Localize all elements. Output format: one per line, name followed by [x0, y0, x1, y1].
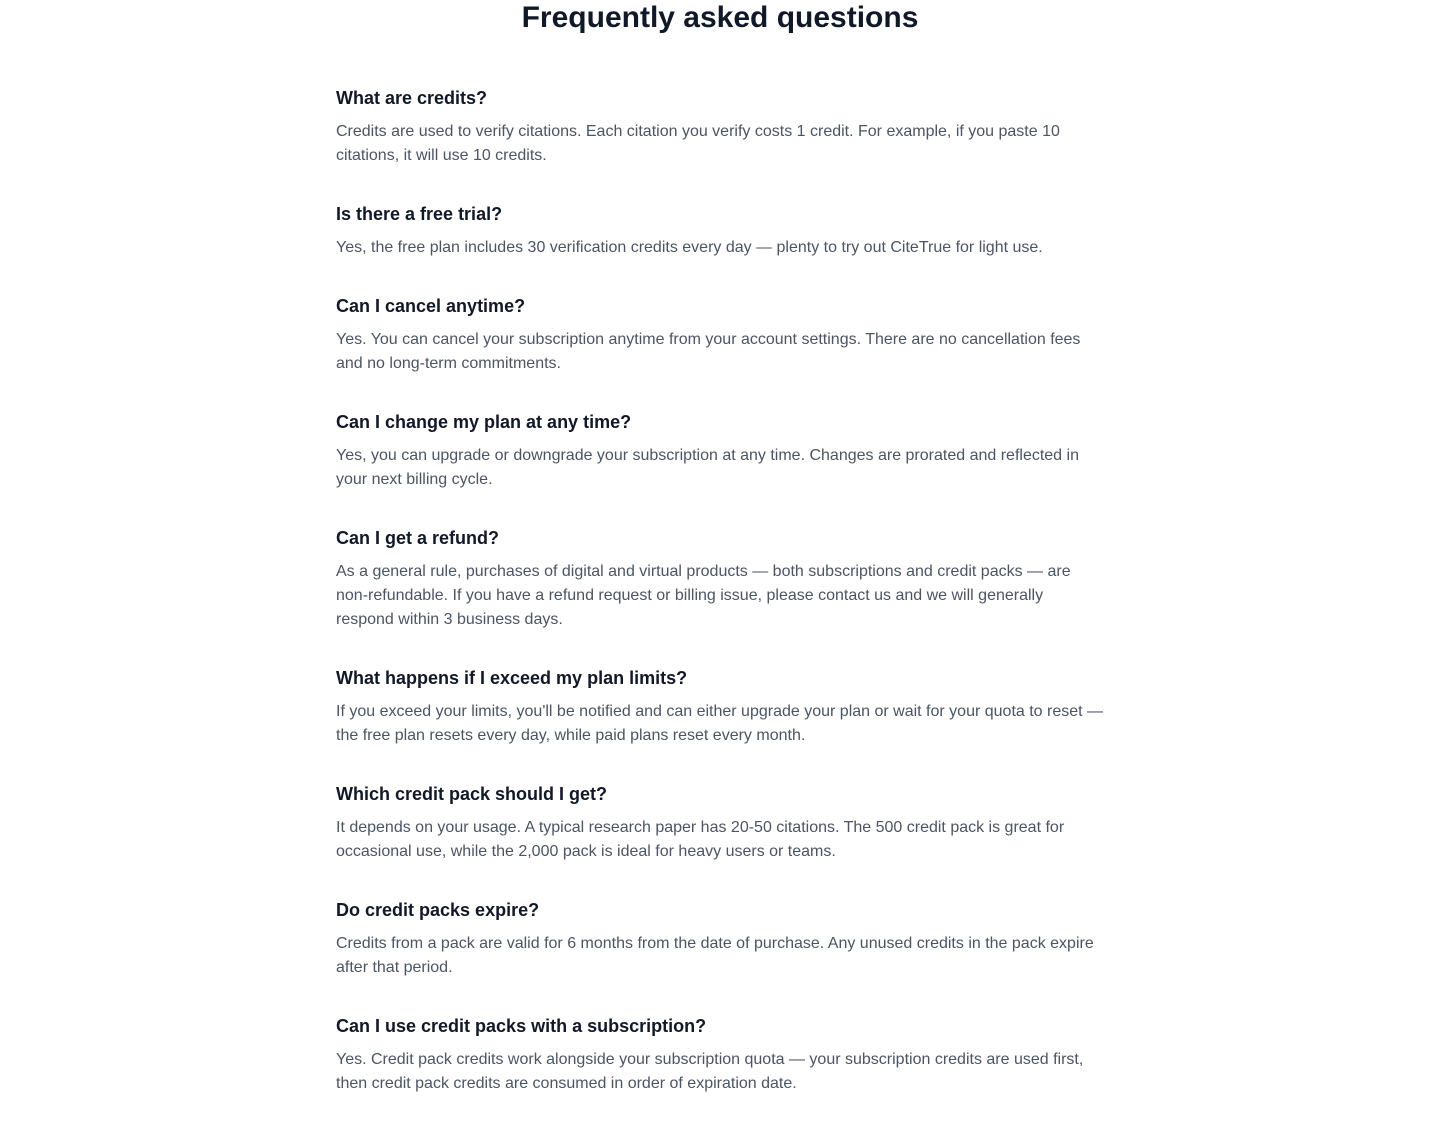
faq-question: Is there a free trial? — [336, 204, 503, 224]
faq-answer: If you exceed your limits, you'll be notified and can either upgrade your plan or wait for your quota to reset — the free plan resets every day, while paid plans reset every month. — [336, 703, 1104, 744]
faq-item-free-trial — [336, 200, 1104, 260]
faq-question: Can I change my plan at any time? — [336, 412, 632, 432]
faq-question: What are credits? — [336, 88, 488, 108]
faq-answer: It depends on your usage. A typical research paper has 20-50 citations. The 500 credit pack is great for occasional use, while the 2,000 pack is ideal for heavy users or teams. — [336, 819, 1065, 860]
faq-list — [336, 84, 1104, 1128]
faq-item-plan-limits — [336, 664, 1104, 748]
faq-item-change-plan — [336, 408, 1104, 492]
faq-item-credits — [336, 84, 1104, 168]
faq-answer: Credits from a pack are valid for 6 months from the date of purchase. Any unused credits in the pack expire after that period. — [336, 935, 1094, 976]
faq-question: Do credit packs expire? — [336, 900, 540, 920]
faq-question: What happens if I exceed my plan limits? — [336, 668, 688, 688]
faq-question: Can I get a refund? — [336, 528, 500, 548]
faq-question: Can I use credit packs with a subscription? — [336, 1016, 707, 1036]
faq-question: Can I cancel anytime? — [336, 296, 526, 316]
faq-item-cancel — [336, 292, 1104, 376]
faq-question: Which credit pack should I get? — [336, 784, 608, 804]
faq-answer: As a general rule, purchases of digital and virtual products — both subscriptions and credit packs — are non-refundable. If you have a refund request or billing issue, please contact us and we will generally respond within 3 business days. — [336, 563, 1071, 628]
faq-answer: Yes. Credit pack credits work alongside your subscription quota — your subscription credits are used first, then credit pack credits are consumed in order of expiration date. — [336, 1051, 1084, 1092]
faq-item-which-pack — [336, 780, 1104, 864]
faq-answer: Yes. You can cancel your subscription anytime from your account settings. There are no cancellation fees and no long-term commitments. — [336, 331, 1081, 372]
faq-item-refund — [336, 524, 1104, 632]
faq-answer: Yes, the free plan includes 30 verification credits every day — plenty to try out CiteTrue for light use. — [336, 239, 1043, 256]
faq-item-pack-expiry — [336, 896, 1104, 980]
faq-item-packs-with-subscription — [336, 1012, 1104, 1096]
page-title: Frequently asked questions — [521, 1, 919, 34]
faq-answer: Yes, you can upgrade or downgrade your subscription at any time. Changes are prorated and reflected in your next billing cycle. — [336, 447, 1079, 488]
faq-answer: Credits are used to verify citations. Each citation you verify costs 1 credit. For example, if you paste 10 citations, it will use 10 credits. — [336, 123, 1060, 164]
